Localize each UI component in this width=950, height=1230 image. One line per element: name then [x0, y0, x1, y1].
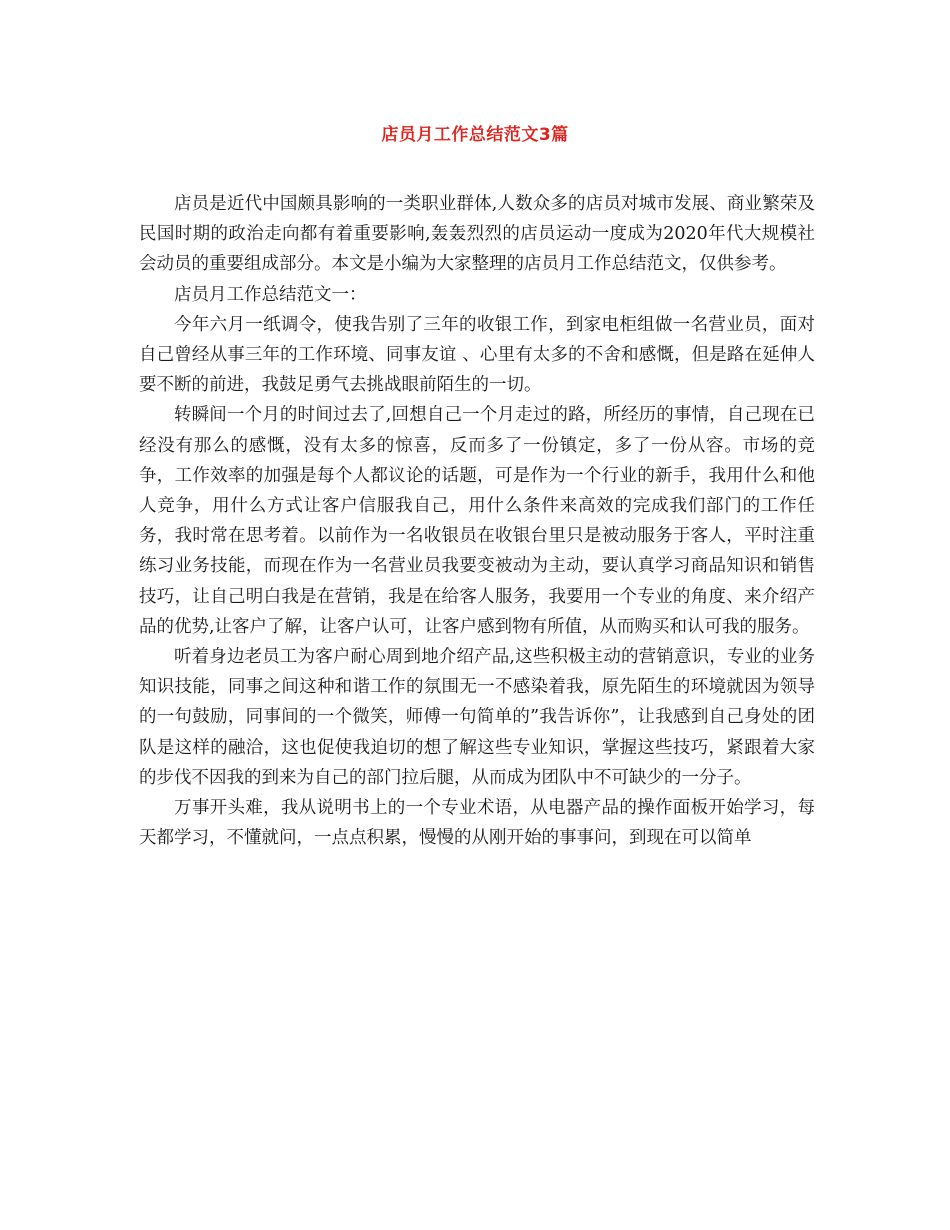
- document-body: [139, 189, 815, 853]
- paragraph: 转瞬间一个月的时间过去了,回想自己一个月走过的路，所经历的事情，自己现在已经没有那么的感慨，没有太多的惊喜，反而多了一份镇定，多了一份从容。市场的竞争，工作效率的加强是每个人都议论的话题，可是作为一个行业的新手，我用什么和他人竞争，用什么方式让客户信服我自己，用什么条件来高效的完成我们部门的工作任务，我时常在思考着。以前作为一名收银员在收银台里只是被动服务于客人，平时注重练习业务技能，而现在作为一名营业员我要变被动为主动，要认真学习商品知识和销售技巧，让自己明白我是在营销，我是在给客人服务，我要用一个专业的角度、来介绍产品的优势,让客户了解，让客户认可，让客户感到物有所值，从而购买和认可我的服务。: [139, 405, 815, 637]
- paragraph: 听着身边老员工为客户耐心周到地介绍产品,这些积极主动的营销意识，专业的业务知识技能，同事之间这种和谐工作的氛围无一不感染着我，原先陌生的环境就因为领导的一句鼓励，同事间的一个微笑，师傅一句简单的”我告诉你”，让我感到自己身处的团队是这样的融洽，这也促使我迫切的想了解这些专业知识，掌握这些技巧，紧跟着大家的步伐不因我的到来为自己的部门拉后腿，从而成为团队中不可缺少的一分子。: [139, 647, 815, 788]
- paragraph: 万事开头难，我从说明书上的一个专业术语，从电器产品的操作面板开始学习，每天都学习，不懂就问，一点点积累，慢慢的从刚开始的事事问，到现在可以简单: [139, 798, 815, 849]
- paragraph-section-heading: 店员月工作总结范文一：: [174, 284, 367, 305]
- paragraph-intro: 店员是近代中国颇具影响的一类职业群体,人数众多的店员对城市发展、商业繁荣及民国时期的政治走向都有着重要影响,轰轰烈烈的店员运动一度成为2020年代大规模社会动员的重要组成部分。本文是小编为大家整理的店员月工作总结范文，仅供参考。: [139, 194, 815, 275]
- document-title: 店员月工作总结范文3篇: [381, 125, 569, 145]
- paragraph: 今年六月一纸调令，使我告别了三年的收银工作，到家电柜组做一名营业员，面对自己曾经从事三年的工作环境、同事友谊 、心里有太多的不舍和感慨，但是路在延伸人要不断的前进，我鼓足勇气去挑战眼前陌生的一切。: [139, 314, 815, 396]
